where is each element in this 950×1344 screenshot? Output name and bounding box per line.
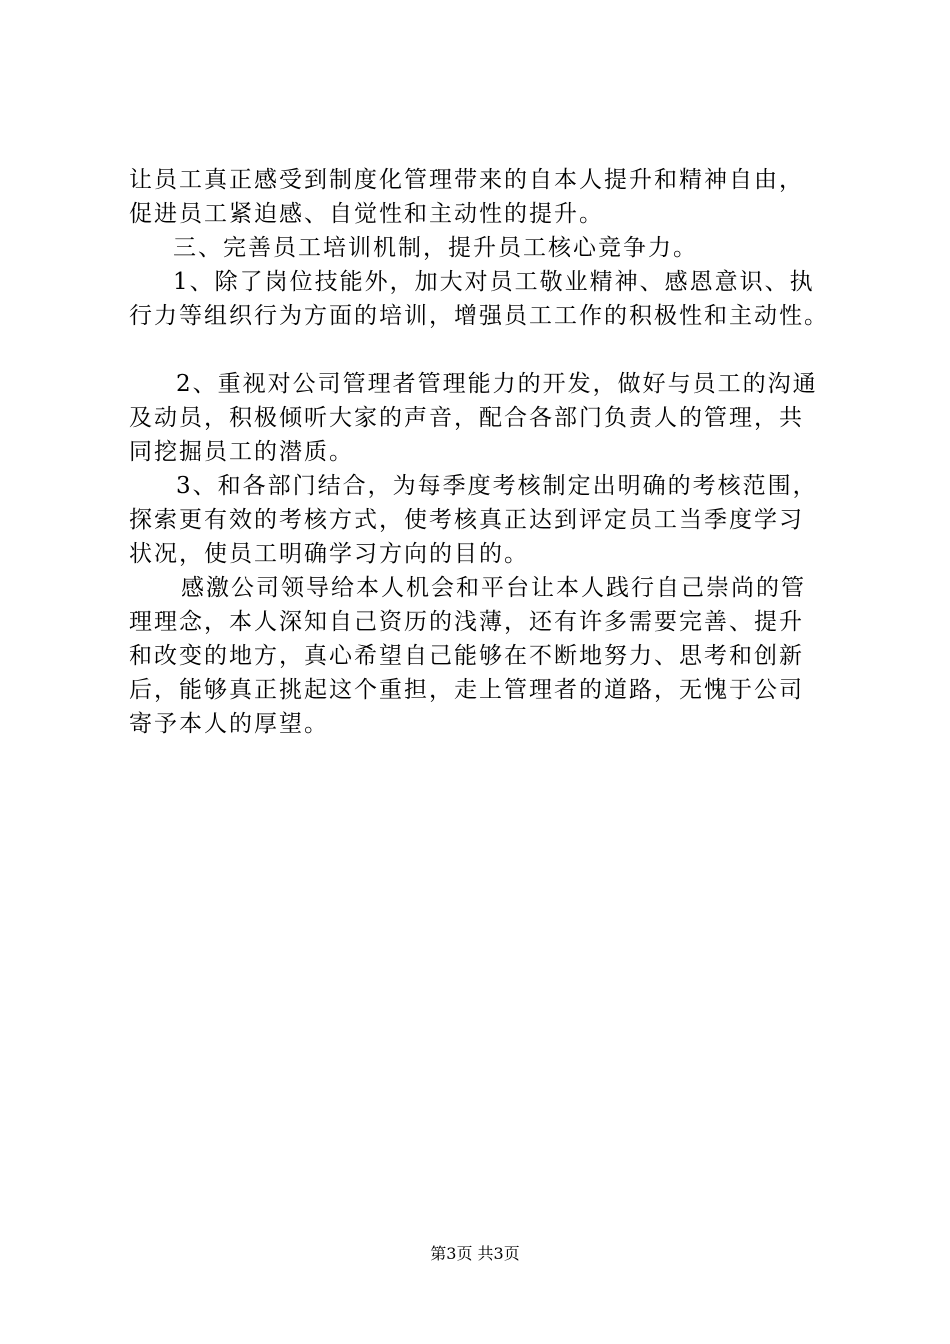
text-line: 2、重视对公司管理者管理能力的开发，做好与员工的沟通 — [176, 371, 818, 397]
text-line: 理理念，本人深知自己资历的浅薄，还有许多需要完善、提升 — [129, 609, 804, 635]
page-number: 第3页 共3页 — [430, 1244, 520, 1263]
text-line: 状况，使员工明确学习方向的目的。 — [129, 541, 529, 567]
text-line: 感激公司领导给本人机会和平台让本人践行自己崇尚的管 — [181, 575, 806, 601]
text-line: 1、除了岗位技能外，加大对员工敬业精神、感恩意识、执 — [173, 269, 815, 295]
document-body — [129, 163, 849, 741]
section-heading: 三、完善员工培训机制，提升员工核心竞争力。 — [173, 235, 698, 261]
text-line: 让员工真正感受到制度化管理带来的自本人提升和精神自由， — [129, 167, 804, 193]
page-footer — [0, 1243, 950, 1265]
text-line: 后，能够真正挑起这个重担，走上管理者的道路，无愧于公司 — [129, 677, 804, 703]
text-line: 及动员，积极倾听大家的声音，配合各部门负责人的管理，共 — [129, 405, 804, 431]
text-line: 促进员工紧迫感、自觉性和主动性的提升。 — [129, 201, 604, 227]
text-line: 行力等组织行为方面的培训，增强员工工作的积极性和主动性。 — [129, 303, 829, 329]
text-line: 和改变的地方，真心希望自己能够在不断地努力、思考和创新 — [129, 643, 804, 669]
text-line: 寄予本人的厚望。 — [129, 711, 329, 737]
text-line: 同挖掘员工的潜质。 — [129, 439, 354, 465]
paragraph-gap — [129, 333, 849, 367]
text-line: 3、和各部门结合，为每季度考核制定出明确的考核范围， — [176, 473, 818, 499]
text-line: 探索更有效的考核方式，使考核真正达到评定员工当季度学习 — [129, 507, 804, 533]
